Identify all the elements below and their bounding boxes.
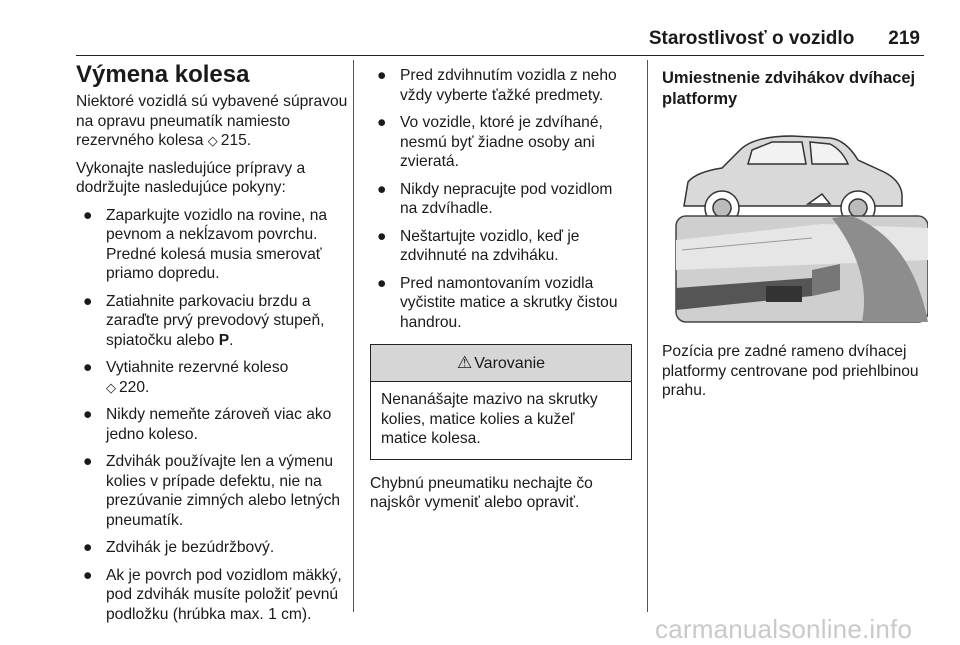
bullet-icon: ● bbox=[377, 114, 387, 131]
list-item bbox=[370, 66, 632, 105]
list-item-text: Ak je povrch pod vozidlom mäkký, pod zdvihák musíte položiť pevnú podložku (hrúbka max. 1 cm). bbox=[106, 566, 342, 623]
bullet-icon: ● bbox=[83, 359, 93, 376]
list-item bbox=[370, 227, 632, 266]
list-item-text: Pred namontovaním vozidla vyčistite matice a skrutky čistou handrou. bbox=[400, 274, 618, 331]
bullet-icon: ● bbox=[83, 453, 93, 470]
bullet-icon: ● bbox=[83, 406, 93, 423]
column-divider-1 bbox=[353, 60, 354, 612]
column-divider-2 bbox=[647, 60, 648, 612]
list-item bbox=[76, 405, 348, 444]
list-item bbox=[370, 180, 632, 219]
warning-title: Varovanie bbox=[474, 355, 546, 372]
intro-page-ref[interactable]: 215. bbox=[220, 132, 252, 149]
list-item-text: Vo vozidle, ktoré je zdvíhané, nesmú byť žiadne osoby ani zvieratá. bbox=[400, 114, 603, 170]
section-title: Výmena kolesa bbox=[76, 61, 250, 88]
warning-triangle-icon: ⚠ bbox=[456, 353, 473, 372]
lift-point-illustration bbox=[662, 120, 928, 326]
list-item-text: Nikdy nemeňte zároveň viac ako jedno koleso. bbox=[106, 406, 332, 443]
bullet-icon: ● bbox=[377, 180, 387, 198]
bullet-icon: ● bbox=[377, 274, 387, 292]
precaution-list bbox=[76, 206, 348, 625]
bullet-icon: ● bbox=[83, 566, 93, 584]
outro-paragraph: Chybnú pneumatiku nechajte čo najskôr vymeniť alebo opraviť. bbox=[370, 474, 593, 511]
gear-label-p: P bbox=[218, 331, 230, 349]
list-item bbox=[76, 452, 348, 530]
warning-header bbox=[371, 345, 631, 382]
prep-paragraph: Vykonajte nasledujúce prípravy a dodržujte nasledujúce pokyny: bbox=[76, 159, 306, 196]
list-item bbox=[76, 358, 348, 397]
intro-text: Niektoré vozidlá sú vybavené súpravou na opravu pneumatík namiesto rezervného kolesa bbox=[76, 93, 348, 149]
list-item bbox=[76, 292, 348, 351]
page-number: 219 bbox=[888, 28, 920, 49]
list-item-text: Vytiahnite rezervné koleso bbox=[106, 359, 289, 376]
list-item-text: Zdvihák je bezúdržbový. bbox=[106, 539, 275, 556]
car-lift-diagram bbox=[662, 120, 928, 326]
list-item-text: Zdvihák používajte len a výmenu kolies v prípade defektu, nie na prezúvanie zimných alebo letných pneumatík. bbox=[106, 453, 341, 529]
page-header bbox=[649, 28, 920, 50]
header-rule bbox=[76, 55, 924, 56]
figure-caption: Pozícia pre zadné rameno dvíhacej platformy centrovane pod priehlbinou prahu. bbox=[662, 343, 919, 399]
list-item bbox=[76, 538, 348, 558]
list-item bbox=[76, 206, 348, 284]
list-item-text: Pred zdvihnutím vozidla z neho vždy vyberte ťažké predmety. bbox=[400, 67, 617, 104]
bullet-icon: ● bbox=[377, 67, 387, 84]
watermark-text: carmanualsonline.info bbox=[655, 614, 913, 644]
list-item-text: . bbox=[229, 331, 234, 349]
bullet-icon: ● bbox=[83, 539, 93, 556]
list-item bbox=[370, 113, 632, 172]
bullet-icon: ● bbox=[377, 227, 387, 245]
detail-inset bbox=[676, 216, 928, 322]
list-item-text: Zaparkujte vozidlo na rovine, na pevnom a nekĺzavom povrchu. Predné kolesá musia smerovať priamo dopredu. bbox=[106, 206, 328, 282]
chapter-title: Starostlivosť o vozidlo bbox=[648, 28, 855, 49]
list-item-text: Zatiahnite parkovaciu brzdu a zaraďte prvý prevodový stupeň, spiatočku alebo bbox=[106, 292, 325, 349]
list-item-text: Neštartujte vozidlo, keď je zdvihnuté na zdviháku. bbox=[400, 227, 580, 264]
column-2 bbox=[370, 66, 632, 521]
precaution-list-continued bbox=[370, 66, 632, 332]
column-3 bbox=[662, 68, 930, 409]
spare-wheel-page-ref[interactable]: 220. bbox=[119, 378, 150, 396]
subsection-title: Umiestnenie zdvihákov dvíhacej platformy bbox=[662, 69, 916, 108]
warning-body: Nenanášajte mazivo na skrutky kolies, matice kolies a kužeľ matice kolesa. bbox=[381, 391, 598, 447]
page-reference-icon: ◇ bbox=[207, 133, 218, 148]
page-reference-icon: ◇ bbox=[106, 379, 116, 395]
list-item bbox=[370, 274, 632, 333]
column-1 bbox=[76, 62, 348, 632]
warning-box bbox=[370, 344, 632, 460]
car-icon bbox=[684, 136, 902, 225]
bullet-icon: ● bbox=[83, 292, 93, 310]
list-item-text: Nikdy nepracujte pod vozidlom na zdvíhadle. bbox=[400, 180, 613, 217]
bullet-icon: ● bbox=[83, 206, 93, 224]
list-item bbox=[76, 566, 348, 625]
intro-paragraph bbox=[76, 92, 348, 151]
